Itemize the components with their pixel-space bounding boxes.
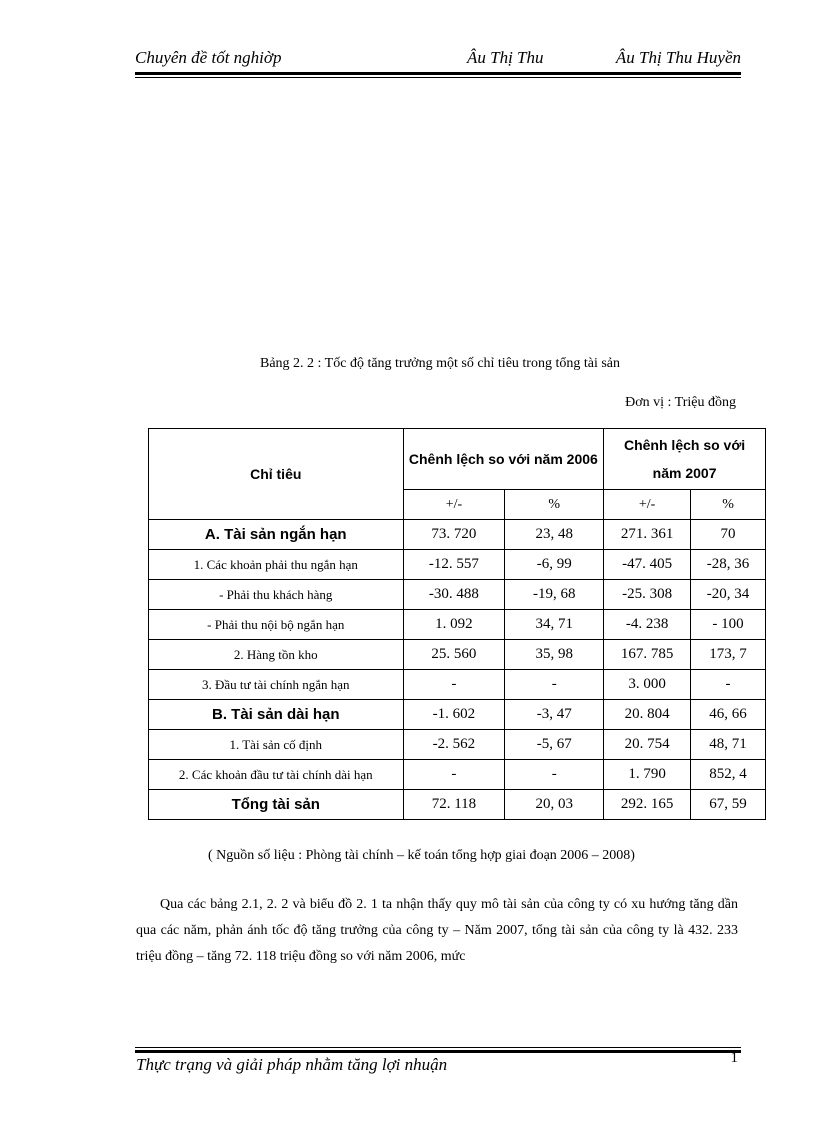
- cell-pct-2006: -6, 99: [505, 550, 604, 580]
- cell-pct-2006: 35, 98: [505, 640, 604, 670]
- subheader-diff-2006: +/-: [403, 490, 505, 520]
- header-chi-tieu: Chỉ tiêu: [149, 429, 404, 520]
- row-label: 1. Các khoản phải thu ngắn hạn: [149, 550, 404, 580]
- cell-diff-2007: -4. 238: [604, 610, 691, 640]
- table-row: [149, 760, 766, 790]
- footer-rule-thin: [135, 1047, 741, 1048]
- row-label: 2. Hàng tồn kho: [149, 640, 404, 670]
- row-label: 1. Tài sản cố định: [149, 730, 404, 760]
- cell-diff-2006: -2. 562: [403, 730, 505, 760]
- cell-pct-2006: -: [505, 670, 604, 700]
- cell-diff-2007: 292. 165: [604, 790, 691, 820]
- subheader-diff-2007: +/-: [604, 490, 691, 520]
- cell-diff-2007: 3. 000: [604, 670, 691, 700]
- header-rule-thin: [135, 77, 741, 78]
- cell-pct-2006: -3, 47: [505, 700, 604, 730]
- cell-diff-2006: 25. 560: [403, 640, 505, 670]
- footer-rule-thick: [135, 1050, 741, 1053]
- cell-pct-2007: 67, 59: [691, 790, 766, 820]
- page-footer: Thực trạng và giải pháp nhằm tăng lợi nhuận: [136, 1055, 448, 1074]
- table-row: [149, 790, 766, 820]
- table-row: [149, 700, 766, 730]
- table-row: [149, 730, 766, 760]
- row-label: - Phải thu nội bộ ngắn hạn: [149, 610, 404, 640]
- header-author-short: Âu Thị Thu: [467, 48, 544, 67]
- page-header: [135, 48, 741, 70]
- cell-diff-2006: 72. 118: [403, 790, 505, 820]
- cell-diff-2007: -47. 405: [604, 550, 691, 580]
- cell-pct-2006: -: [505, 760, 604, 790]
- cell-pct-2007: -20, 34: [691, 580, 766, 610]
- source-note: ( Nguồn số liệu : Phòng tài chính – kế toán tổng hợp giai đoạn 2006 – 2008): [208, 848, 635, 863]
- cell-diff-2006: -12. 557: [403, 550, 505, 580]
- cell-diff-2007: -25. 308: [604, 580, 691, 610]
- table-header-row: [149, 429, 766, 490]
- cell-diff-2006: -30. 488: [403, 580, 505, 610]
- cell-diff-2007: 1. 790: [604, 760, 691, 790]
- page-number: 1: [730, 1050, 738, 1066]
- cell-pct-2007: 173, 7: [691, 640, 766, 670]
- subheader-pct-2006: %: [505, 490, 604, 520]
- body-paragraph: Qua các bảng 2.1, 2. 2 và biểu đồ 2. 1 ta nhận thấy quy mô tài sản của công ty có xu hướng tăng dần qua các năm, phản ánh tốc độ tăng trưởng của công ty – Năm 2007, tổng tài sản của công ty là 432. 233 triệu đồng – tăng 72. 118 triệu đồng so với năm 2006, mức: [136, 897, 738, 964]
- header-author-full: Âu Thị Thu Huyền: [615, 48, 741, 67]
- header-rule-thick: [135, 72, 741, 75]
- cell-pct-2006: 23, 48: [505, 520, 604, 550]
- cell-pct-2007: 48, 71: [691, 730, 766, 760]
- cell-diff-2006: -: [403, 670, 505, 700]
- row-label: - Phải thu khách hàng: [149, 580, 404, 610]
- table-caption: Bảng 2. 2 : Tốc độ tăng trưởng một số chỉ tiêu trong tổng tài sản: [259, 356, 621, 371]
- cell-diff-2007: 167. 785: [604, 640, 691, 670]
- cell-pct-2007: - 100: [691, 610, 766, 640]
- unit-note: Đơn vị : Triệu đồng: [625, 395, 736, 410]
- table-row: [149, 610, 766, 640]
- header-group-2007: Chênh lệch so với năm 2007: [604, 429, 766, 490]
- header-group-2006: Chênh lệch so với năm 2006: [403, 429, 604, 490]
- cell-pct-2006: -5, 67: [505, 730, 604, 760]
- cell-diff-2006: -1. 602: [403, 700, 505, 730]
- cell-pct-2006: 34, 71: [505, 610, 604, 640]
- table-row: [149, 640, 766, 670]
- cell-diff-2006: 1. 092: [403, 610, 505, 640]
- row-label: B. Tài sản dài hạn: [149, 700, 404, 730]
- table-row: [149, 550, 766, 580]
- cell-pct-2006: -19, 68: [505, 580, 604, 610]
- table-row: [149, 670, 766, 700]
- subheader-pct-2007: %: [691, 490, 766, 520]
- cell-pct-2007: 46, 66: [691, 700, 766, 730]
- cell-pct-2007: 70: [691, 520, 766, 550]
- cell-pct-2007: -28, 36: [691, 550, 766, 580]
- header-document-type: Chuyên đề tốt nghiờp: [135, 48, 282, 67]
- cell-diff-2007: 271. 361: [604, 520, 691, 550]
- cell-pct-2007: -: [691, 670, 766, 700]
- cell-diff-2006: 73. 720: [403, 520, 505, 550]
- row-label: 2. Các khoản đầu tư tài chính dài hạn: [149, 760, 404, 790]
- row-label: A. Tài sản ngắn hạn: [149, 520, 404, 550]
- cell-diff-2006: -: [403, 760, 505, 790]
- growth-table: [148, 428, 766, 820]
- row-label: 3. Đầu tư tài chính ngắn hạn: [149, 670, 404, 700]
- row-label: Tổng tài sản: [149, 790, 404, 820]
- cell-pct-2007: 852, 4: [691, 760, 766, 790]
- cell-pct-2006: 20, 03: [505, 790, 604, 820]
- cell-diff-2007: 20. 804: [604, 700, 691, 730]
- cell-diff-2007: 20. 754: [604, 730, 691, 760]
- table-row: [149, 580, 766, 610]
- table-row: [149, 520, 766, 550]
